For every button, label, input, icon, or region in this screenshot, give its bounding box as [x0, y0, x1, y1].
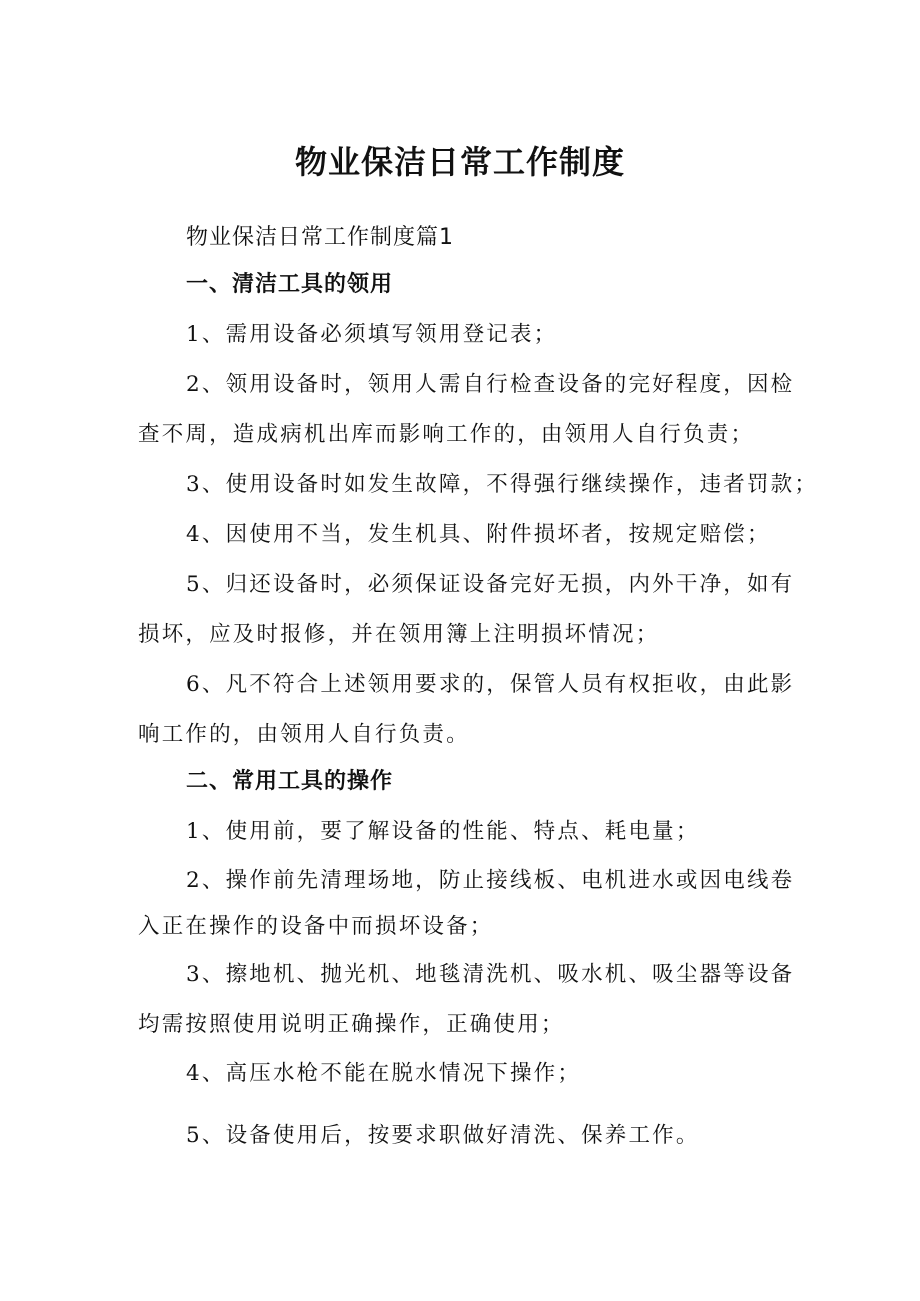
paragraph-line: 3、擦地机、抛光机、地毯清洗机、吸水机、吸尘器等设备	[186, 962, 795, 987]
paragraph-line: 2、领用设备时，领用人需自行检查设备的完好程度，因检	[186, 372, 795, 397]
paragraph-line: 5、设备使用后，按要求职做好清洗、保养工作。	[186, 1123, 700, 1148]
paragraph-line: 4、因使用不当，发生机具、附件损坏者，按规定赔偿；	[186, 522, 771, 547]
document-title: 物业保洁日常工作制度	[294, 143, 625, 181]
section-heading-2: 二、常用工具的操作	[186, 769, 394, 794]
paragraph-line: 入正在操作的设备中而损坏设备；	[138, 914, 494, 939]
paragraph-line: 4、高压水枪不能在脱水情况下操作；	[186, 1061, 582, 1086]
paragraph-line: 查不周，造成病机出库而影响工作的，由领用人自行负责；	[138, 422, 755, 447]
paragraph-line: 6、凡不符合上述领用要求的，保管人员有权拒收，由此影	[186, 672, 795, 697]
section-heading-1: 一、清洁工具的领用	[186, 272, 394, 297]
paragraph-line: 5、归还设备时，必须保证设备完好无损，内外干净，如有	[186, 572, 795, 597]
paragraph-line: 均需按照使用说明正确操作，正确使用；	[138, 1012, 565, 1037]
document-subtitle: 物业保洁日常工作制度篇1	[186, 225, 454, 250]
paragraph-line: 响工作的，由领用人自行负责。	[138, 722, 470, 747]
paragraph-line: 2、操作前先清理场地，防止接线板、电机进水或因电线卷	[186, 868, 795, 893]
paragraph-line: 损坏，应及时报修，并在领用簿上注明损坏情况；	[138, 622, 660, 647]
paragraph-line: 3、使用设备时如发生故障，不得强行继续操作，违者罚款；	[186, 472, 819, 497]
paragraph-line: 1、需用设备必须填写领用登记表；	[186, 322, 558, 347]
paragraph-line: 1、使用前，要了解设备的性能、特点、耗电量；	[186, 819, 700, 844]
